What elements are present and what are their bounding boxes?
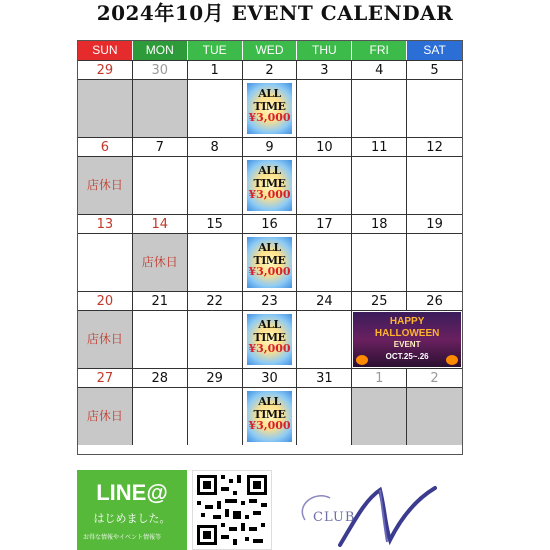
halloween-line2: HALLOWEEN: [374, 328, 440, 339]
qr-code-icon: [193, 471, 271, 549]
promo-banner: [247, 160, 293, 211]
pumpkin-icon: [356, 355, 368, 365]
calendar-week: [78, 60, 462, 137]
day-number: 27: [78, 368, 133, 387]
weekday-thu: THU: [297, 41, 352, 60]
weekday-sun: SUN: [78, 41, 133, 60]
day-number: 18: [352, 214, 407, 233]
day-cell-halloween: [352, 310, 462, 368]
day-number: 17: [297, 214, 352, 233]
day-number: 9: [243, 137, 298, 156]
day-cell-promo: [243, 310, 298, 368]
weekday-wed: WED: [243, 41, 298, 60]
promo-line1: ALL TIME: [253, 164, 286, 190]
halloween-date: OCT.25~.26: [385, 352, 429, 361]
day-cell-promo: [243, 233, 298, 291]
day-number: 13: [78, 214, 133, 233]
day-cell-next-month: [352, 387, 407, 445]
day-cell: [188, 387, 243, 445]
day-number: 30: [133, 60, 188, 79]
day-cell: [297, 233, 352, 291]
day-cell: [297, 310, 352, 368]
day-cell-closed: 店休日: [78, 387, 133, 445]
day-cell: [297, 79, 352, 137]
day-number: 29: [188, 368, 243, 387]
line-subtitle: はじめました。: [93, 512, 171, 525]
event-calendar: [77, 40, 463, 455]
line-title: LINE@: [96, 480, 168, 505]
day-cell-closed: 店休日: [78, 156, 133, 214]
day-number: 16: [243, 214, 298, 233]
halloween-line3: EVENT: [393, 340, 421, 349]
day-cell-promo: [243, 79, 298, 137]
day-number: 5: [407, 60, 462, 79]
day-number: 1: [352, 368, 407, 387]
day-number: 21: [133, 291, 188, 310]
day-cell: [133, 310, 188, 368]
day-number: 1: [188, 60, 243, 79]
day-cell: [352, 233, 407, 291]
day-number: 28: [133, 368, 188, 387]
calendar-week: [78, 137, 462, 214]
day-number: 2: [243, 60, 298, 79]
day-number: 31: [297, 368, 352, 387]
day-cell: [407, 156, 462, 214]
day-cell: [188, 79, 243, 137]
club-logo: [285, 480, 445, 550]
weekday-fri: FRI: [352, 41, 407, 60]
day-number: 19: [407, 214, 462, 233]
day-cell: [352, 79, 407, 137]
promo-line1: ALL TIME: [253, 395, 286, 421]
pumpkin-icon: [446, 355, 458, 365]
line-note: お得な情報やイベント情報等: [83, 534, 162, 541]
line-banner[interactable]: [77, 470, 187, 550]
day-number: 12: [407, 137, 462, 156]
day-number: 25: [352, 291, 407, 310]
calendar-week: [78, 368, 462, 445]
qr-code[interactable]: [192, 470, 272, 550]
day-number: 22: [188, 291, 243, 310]
day-number: 7: [133, 137, 188, 156]
day-cell-prev-month: [78, 79, 133, 137]
promo-banner: [247, 83, 293, 134]
weekday-tue: TUE: [188, 41, 243, 60]
halloween-banner: [353, 312, 461, 367]
promo-line1: ALL TIME: [253, 318, 286, 344]
promo-banner: [247, 237, 293, 288]
day-number: 23: [243, 291, 298, 310]
day-number: 3: [297, 60, 352, 79]
day-cell: [188, 156, 243, 214]
day-cell: [352, 156, 407, 214]
promo-line2: ¥3,000: [248, 419, 291, 432]
promo-line2: ¥3,000: [248, 342, 291, 355]
day-cell-promo: [243, 156, 298, 214]
weekday-mon: MON: [133, 41, 188, 60]
day-cell: [407, 79, 462, 137]
day-cell-closed: 店休日: [133, 233, 188, 291]
day-number: 20: [78, 291, 133, 310]
promo-line2: ¥3,000: [248, 188, 291, 201]
day-number: 10: [297, 137, 352, 156]
day-number: 29: [78, 60, 133, 79]
weekday-header: [78, 41, 462, 60]
day-number: 2: [407, 368, 462, 387]
day-number: 26: [407, 291, 462, 310]
promo-banner: [247, 314, 293, 365]
day-cell-next-month: [407, 387, 462, 445]
day-number: 11: [352, 137, 407, 156]
promo-line1: ALL TIME: [253, 87, 286, 113]
day-cell-prev-month: [133, 79, 188, 137]
calendar-week: [78, 214, 462, 291]
day-number: 6: [78, 137, 133, 156]
halloween-line1: HAPPY: [389, 316, 425, 327]
day-cell: [297, 156, 352, 214]
page-title: 2024年10月 EVENT CALENDAR: [96, 1, 454, 25]
promo-line2: ¥3,000: [248, 111, 291, 124]
promo-line1: ALL TIME: [253, 241, 286, 267]
club-m-logo-icon: [285, 480, 445, 550]
day-cell: [133, 387, 188, 445]
calendar-week: [78, 291, 462, 368]
day-cell: [407, 233, 462, 291]
day-number: 4: [352, 60, 407, 79]
day-cell: [78, 233, 133, 291]
day-cell: [188, 310, 243, 368]
day-cell-closed: 店休日: [78, 310, 133, 368]
promo-banner: [247, 391, 293, 442]
weekday-sat: SAT: [407, 41, 462, 60]
day-number: 14: [133, 214, 188, 233]
day-number: 30: [243, 368, 298, 387]
day-cell-promo: [243, 387, 298, 445]
day-number: 15: [188, 214, 243, 233]
promo-line2: ¥3,000: [248, 265, 291, 278]
club-text: CLUB: [313, 510, 356, 525]
day-cell: [297, 387, 352, 445]
day-number: 8: [188, 137, 243, 156]
day-cell: [188, 233, 243, 291]
day-cell: [133, 156, 188, 214]
day-number: 24: [297, 291, 352, 310]
